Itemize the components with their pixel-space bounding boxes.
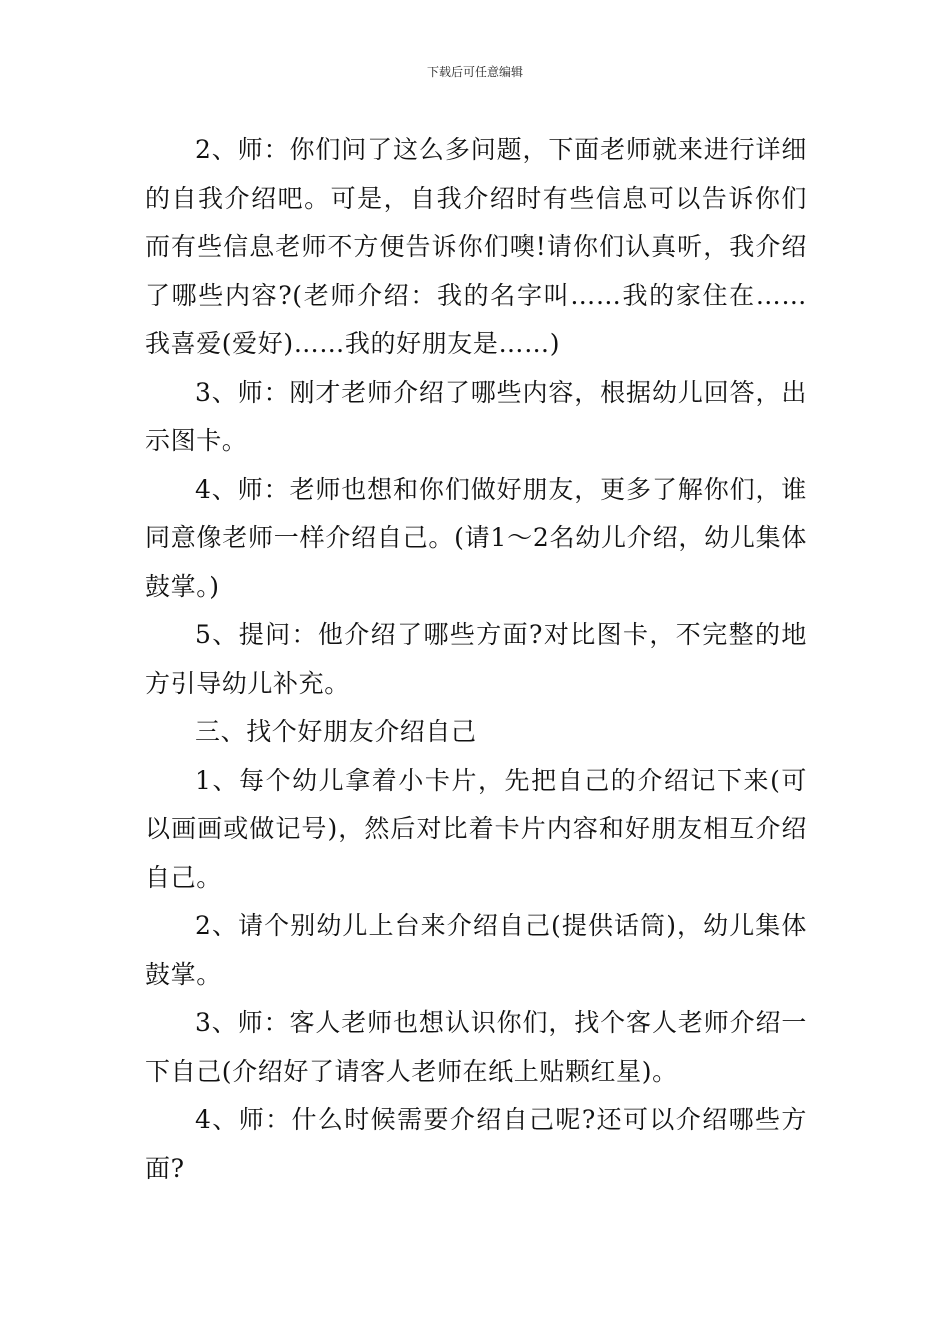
paragraph-question-compare: 5、提问：他介绍了哪些方面?对比图卡，不完整的地方引导幼儿补充。 <box>145 620 807 698</box>
section-heading-find-friend: 三、找个好朋友介绍自己 <box>195 717 477 746</box>
paragraph-children-introduce: 4、师：老师也想和你们做好朋友，更多了解你们，谁同意像老师一样介绍自己。(请1～2名幼儿介绍，幼儿集体鼓掌。) <box>145 474 807 601</box>
paragraph-show-picture-cards: 3、师：刚才老师介绍了哪些内容，根据幼儿回答，出示图卡。 <box>145 377 807 455</box>
paragraph-guest-teacher: 3、师：客人老师也想认识你们，找个客人老师介绍一下自己(介绍好了请客人老师在纸上贴颗红星)。 <box>145 1008 807 1086</box>
document-body <box>145 126 807 1193</box>
paragraph-teacher-self-intro: 2、师：你们问了这么多问题，下面老师就来进行详细的自我介绍吧。可是，自我介绍时有些信息可以告诉你们而有些信息老师不方便告诉你们噢!请你们认真听，我介绍了哪些内容?(老师介绍：我的名字叫……我的家住在……我喜爱(爱好)……我的好朋友是……) <box>145 135 807 358</box>
paragraph-on-stage: 2、请个别幼儿上台来介绍自己(提供话筒)，幼儿集体鼓掌。 <box>145 911 807 989</box>
paragraph-when-introduce: 4、师：什么时候需要介绍自己呢?还可以介绍哪些方面? <box>145 1105 807 1183</box>
paragraph-small-cards: 1、每个幼儿拿着小卡片，先把自己的介绍记下来(可以画画或做记号)，然后对比着卡片内容和好朋友相互介绍自己。 <box>145 765 807 892</box>
page-header: 下载后可任意编辑 <box>426 65 523 79</box>
